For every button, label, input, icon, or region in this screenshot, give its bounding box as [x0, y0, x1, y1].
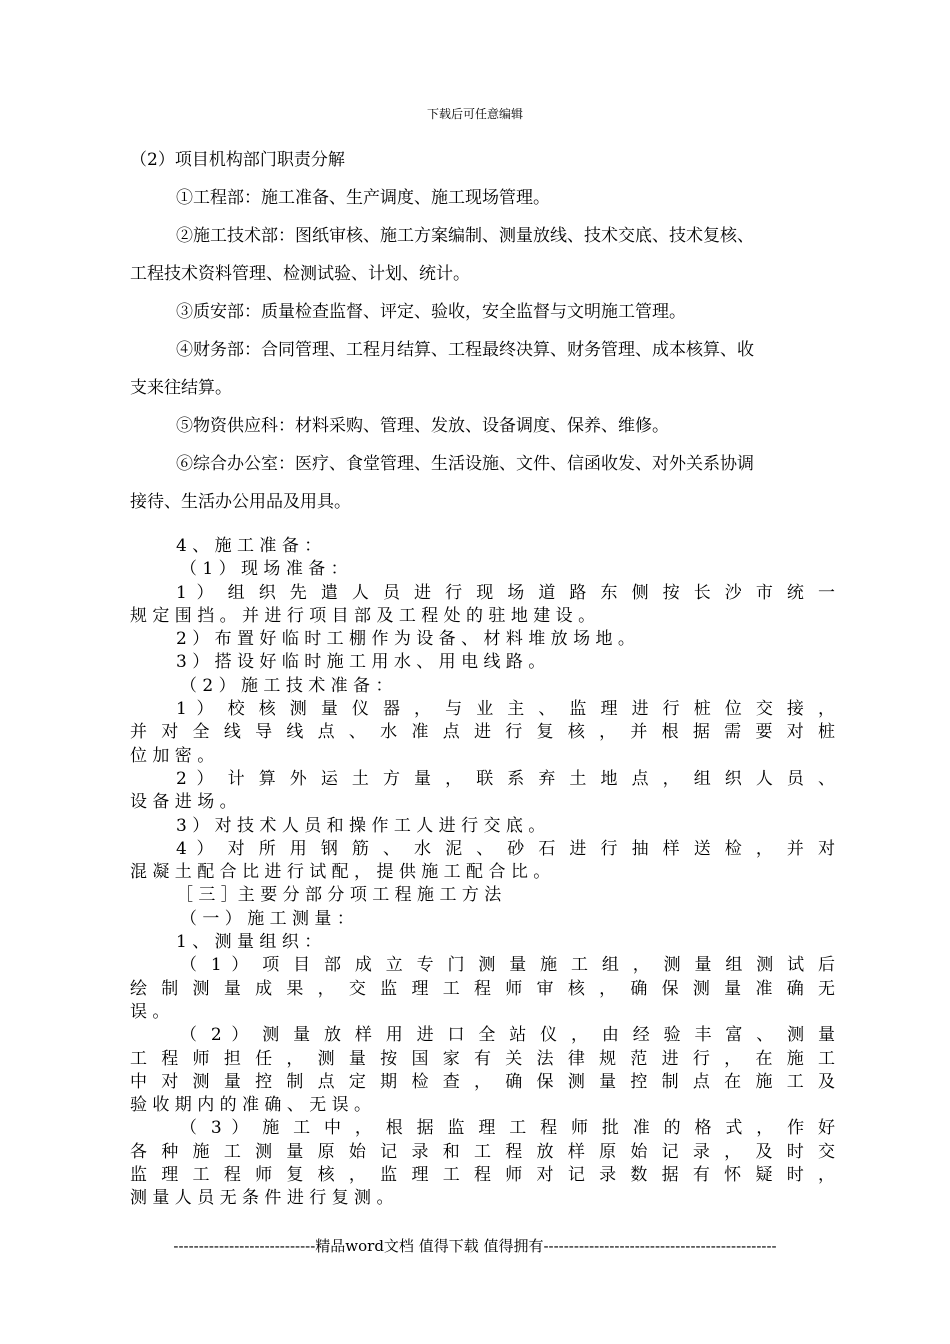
text-line: 位 加 密 。 — [130, 745, 215, 766]
department-duties-section — [130, 141, 845, 521]
text-line: 误 。 — [130, 1001, 170, 1022]
text-line: （ 一 ） 施 工 测 量 ： — [180, 908, 354, 929]
text-line: 1 ） 校 核 测 量 仪 器 ， 与 业 主 、 监 理 进 行 桩 位 交 接 ， — [176, 699, 835, 720]
text-line: （ 1 ） 现 场 准 备 ： — [180, 559, 348, 580]
page-footer: ----------------------------精品word文档 值得下载 值得拥有---------------------------------------------- — [173, 1237, 777, 1255]
text-line: （ 3 ） 施 工 中 ， 根 据 监 理 工 程 师 批 准 的 格 式 ， 作 好 — [180, 1118, 835, 1139]
text-line: 验 收 期 内 的 准 确 、 无 误 。 — [130, 1095, 372, 1116]
text-line: 监 理 工 程 师 复 核 ， 监 理 工 程 师 对 记 录 数 据 有 怀 疑 时 ， — [130, 1165, 835, 1186]
text-line: 绘 制 测 量 成 果 ， 交 监 理 工 程 师 审 核 ， 确 保 测 量 准 确 无 — [130, 978, 835, 999]
text-line: 3 ） 搭 设 好 临 时 施 工 用 水 、 用 电 线 路 。 — [176, 652, 546, 673]
text-line: 3 ） 对 技 术 人 员 和 操 作 工 人 进 行 交 底 。 — [176, 815, 546, 836]
text-line: 并 对 全 线 导 线 点 、 水 准 点 进 行 复 核 ， 并 根 据 需 要 对 桩 — [130, 722, 835, 743]
paragraph-line: ⑥综合办公室：医疗、食堂管理、生活设施、文件、信函收发、对外关系协调 — [176, 454, 754, 474]
paragraph-line: 工程技术资料管理、检测试验、计划、统计。 — [130, 264, 470, 284]
text-line: 工 程 师 担 任 ， 测 量 按 国 家 有 关 法 律 规 范 进 行 ， 在 施 工 — [130, 1048, 835, 1069]
paragraph-line: 接待、生活办公用品及用具。 — [130, 492, 351, 512]
text-line: 规 定 围 挡 。 并 进 行 项 目 部 及 工 程 处 的 驻 地 建 设 。 — [130, 605, 596, 626]
text-line: （ 2 ） 测 量 放 样 用 进 口 全 站 仪 ， 由 经 验 丰 富 、 测 量 — [180, 1025, 835, 1046]
paragraph-line: ⑤物资供应科：材料采购、管理、发放、设备调度、保养、维修。 — [176, 416, 669, 436]
construction-preparation-section — [130, 535, 835, 1211]
paragraph-line: ②施工技术部：图纸审核、施工方案编制、测量放线、技术交底、技术复核、 — [176, 226, 754, 246]
section-heading: （2）项目机构部门职责分解 — [130, 150, 345, 170]
text-line: 设 备 进 场 。 — [130, 792, 237, 813]
text-line: ［ 三 ］主 要 分 部 分 项 工 程 施 工 方 法 — [176, 885, 502, 906]
page-header: 下载后可任意编辑 — [426, 107, 523, 121]
text-line: 测 量 人 员 无 条 件 进 行 复 测 。 — [130, 1188, 394, 1209]
text-line: （ 1 ） 项 目 部 成 立 专 门 测 量 施 工 组 ， 测 量 组 测 试 后 — [180, 955, 835, 976]
paragraph-line: 支来往结算。 — [130, 378, 232, 398]
paragraph-line: ①工程部：施工准备、生产调度、施工现场管理。 — [176, 188, 550, 208]
text-line: 4 、 施 工 准 备 ： — [176, 536, 322, 556]
text-line: 混 凝 土 配 合 比 进 行 试 配 ， 提 供 施 工 配 合 比 。 — [130, 862, 551, 883]
text-line: 1 ） 组 织 先 遣 人 员 进 行 现 场 道 路 东 侧 按 长 沙 市 统 一 — [176, 582, 835, 603]
text-line: 各 种 施 工 测 量 原 始 记 录 和 工 程 放 样 原 始 记 录 ， 及 时 交 — [130, 1141, 835, 1162]
text-line: 2 ） 布 置 好 临 时 工 棚 作 为 设 备 、 材 料 堆 放 场 地 。 — [176, 629, 635, 650]
text-line: 2 ） 计 算 外 运 土 方 量 ， 联 系 弃 土 地 点 ， 组 织 人 员 、 — [176, 768, 835, 789]
paragraph-line: ④财务部：合同管理、工程月结算、工程最终决算、财务管理、成本核算、收 — [176, 340, 754, 360]
paragraph-line: ③质安部：质量检查监督、评定、验收，安全监督与文明施工管理。 — [176, 302, 686, 322]
text-line: 4 ） 对 所 用 钢 筋 、 水 泥 、 砂 石 进 行 抽 样 送 检 ， 并 对 — [176, 838, 835, 859]
text-line: 中 对 测 量 控 制 点 定 期 检 查 ， 确 保 测 量 控 制 点 在 施 工 及 — [130, 1071, 835, 1092]
text-line: （ 2 ） 施 工 技 术 准 备 ： — [180, 675, 393, 696]
text-line: 1 、 测 量 组 织 ： — [176, 932, 322, 953]
